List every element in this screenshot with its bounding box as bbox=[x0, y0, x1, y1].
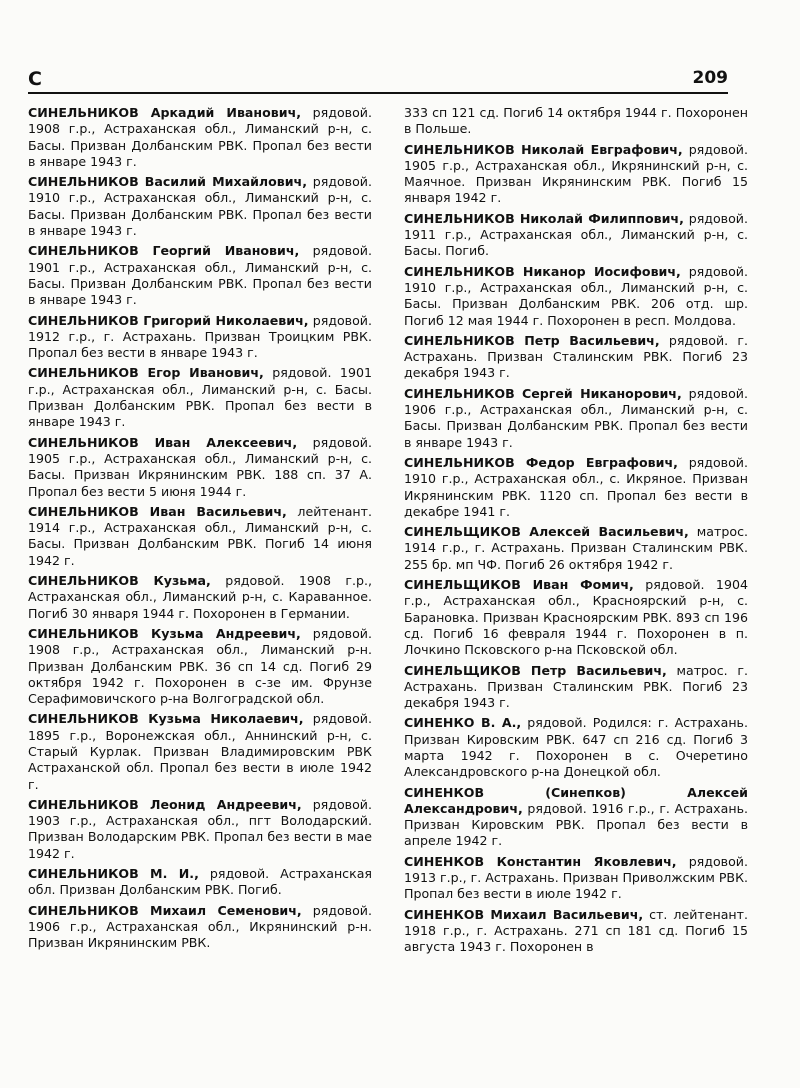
entry-name: СИНЕЛЬНИКОВ Егор Иванович, bbox=[28, 365, 264, 381]
entry-name: СИНЕЛЬНИКОВ Леонид Андреевич, bbox=[28, 796, 302, 812]
entry-name: СИНЕЛЬНИКОВ Кузьма Николаевич, bbox=[28, 711, 304, 727]
entry bbox=[28, 435, 372, 500]
right-column bbox=[404, 105, 748, 960]
entry-name: СИНЕЛЬНИКОВ Сергей Никанорович, bbox=[404, 385, 682, 401]
entry bbox=[404, 854, 748, 903]
entry bbox=[404, 264, 748, 329]
entry-text: рядовой. 1913 г.р., г. Астрахань. Призван Приволжским РВК. Пропал без вести в июле 1942 г. bbox=[404, 853, 749, 902]
entry-text: рядовой. г. Астрахань. Призван Сталинским РВК. Погиб 23 декабря 1943 г. bbox=[404, 332, 748, 381]
entry bbox=[28, 313, 372, 362]
header-rule bbox=[28, 92, 728, 94]
entry-text: рядовой. 1901 г.р., Астраханская обл., Лиманский р-н, с. Басы. Призван Долбанским РВК. Пропал без вести в январе 1943 г. bbox=[28, 365, 372, 430]
page-header bbox=[28, 68, 728, 94]
entry bbox=[404, 455, 748, 520]
entry bbox=[28, 365, 372, 430]
entry-name: СИНЕНКО В. А., bbox=[404, 715, 522, 731]
entry-name: СИНЕНКОВ (Синепков) Алексей Александрович, bbox=[404, 784, 748, 816]
entry bbox=[404, 211, 748, 260]
entry bbox=[28, 174, 372, 239]
entry bbox=[28, 243, 372, 308]
entry bbox=[404, 105, 748, 138]
entry-text: матрос. 1914 г.р., г. Астрахань. Призван Сталинским РВК. 255 бр. мп ЧФ. Погиб 26 октября 1942 г. bbox=[404, 524, 748, 572]
entry bbox=[404, 907, 748, 956]
entry-text: рядовой. 1908 г.р., Астраханская обл., Лиманский р-н, с. Басы. Призван Долбанским РВК. Пропал без вести в январе 1943 г. bbox=[28, 105, 372, 169]
section-letter: С bbox=[28, 68, 42, 90]
left-column bbox=[28, 105, 372, 956]
entry-name: СИНЕЛЬНИКОВ Петр Васильевич, bbox=[404, 332, 660, 348]
entry-name: СИНЕЛЬНИКОВ Кузьма, bbox=[28, 573, 211, 589]
entry-name: СИНЕНКОВ Михаил Васильевич, bbox=[404, 906, 644, 922]
entry-name: СИНЕЛЬНИКОВ Иван Алексеевич, bbox=[28, 434, 298, 450]
entry-text: матрос. г. Астрахань. Призван Сталинским РВК. Погиб 23 декабря 1943 г. bbox=[404, 662, 749, 711]
entry bbox=[404, 663, 748, 712]
entry-name: СИНЕЛЬНИКОВ Николай Евграфович, bbox=[404, 141, 683, 157]
entry-name: СИНЕЛЬЩИКОВ Петр Васильевич, bbox=[404, 662, 667, 678]
entry bbox=[404, 386, 748, 451]
entry bbox=[28, 866, 372, 899]
entry bbox=[28, 903, 372, 952]
entry bbox=[28, 797, 372, 862]
entry-name: СИНЕЛЬНИКОВ Иван Васильевич, bbox=[28, 503, 287, 519]
entry-text: рядовой. 1904 г.р., Астраханская обл., Красноярский р-н, с. Барановка. Призван Красноярским РВК. 893 сп 196 сд. Погиб 16 февраля 1944 г. Похоронен в п. Лочкино Псковского р-на Псковской обл. bbox=[404, 577, 748, 658]
entry-name: СИНЕЛЬНИКОВ Василий Михайлович, bbox=[28, 174, 307, 190]
entry bbox=[404, 142, 748, 207]
entry-text: рядовой. 1906 г.р., Астраханская обл., Лиманский р-н, с. Басы. Призван Долбанским РВК. Пропал без вести в январе 1943 г. bbox=[404, 385, 748, 450]
entry-name: СИНЕЛЬНИКОВ Аркадий Иванович, bbox=[28, 105, 301, 120]
entry-name: СИНЕЛЬНИКОВ Кузьма Андреевич, bbox=[28, 625, 301, 641]
entry-text: рядовой. 1906 г.р., Астраханская обл., Икрянинский р-н. Призван Икрянинским РВК. bbox=[28, 902, 372, 951]
entry-text: рядовой. 1895 г.р., Воронежская обл., Аннинский р-н, с. Старый Курлак. Призван Владимировским РВК Астраханской обл. Пропал без вести в июле 1942 г. bbox=[28, 711, 372, 792]
entry-text: 333 сп 121 сд. Погиб 14 октября 1944 г. Похоронен в Польше. bbox=[404, 105, 748, 137]
entry-name: СИНЕЛЬЩИКОВ Алексей Васильевич, bbox=[404, 524, 689, 540]
entry-text: рядовой. 1905 г.р., Астраханская обл., Икрянинский р-н, с. Маячное. Призван Икрянинским РВК. Погиб 15 января 1942 г. bbox=[404, 141, 748, 206]
entry-text: рядовой. 1910 г.р., Астраханская обл., с. Икряное. Призван Икрянинским РВК. 1120 сп. Пропал без вести в декабре 1941 г. bbox=[404, 454, 748, 519]
entry-text: рядовой. 1901 г.р., Астраханская обл., Лиманский р-н, с. Басы. Призван Долбанским РВК. Пропал без вести в январе 1943 г. bbox=[28, 243, 372, 308]
entry-text: рядовой. 1910 г.р., Астраханская обл., Лиманский р-н, с. Басы. Призван Долбанским РВК. 206 отд. шр. Погиб 12 мая 1944 г. Похоронен в респ. Молдова. bbox=[404, 263, 748, 328]
entry-name: СИНЕЛЬНИКОВ М. И., bbox=[28, 866, 199, 882]
entry-text: рядовой. 1905 г.р., Астраханская обл., Лиманский р-н, с. Басы. Призван Икрянинским РВК. 188 сп. 37 А. Пропал без вести 5 июня 1944 г. bbox=[28, 434, 372, 499]
entry-name: СИНЕЛЬНИКОВ Федор Евграфович, bbox=[404, 454, 678, 470]
entry bbox=[404, 715, 748, 780]
entry-text: рядовой. Астраханская обл. Призван Долбанским РВК. Погиб. bbox=[28, 866, 373, 898]
entry-text: рядовой. 1908 г.р., Астраханская обл., Лиманский р-н. Призван Долбанским РВК. 36 сп 14 сд. Погиб 29 октября 1942 г. Похоронен в с-зе им. Фрунзе Серафимовичского р-на Волгоградской обл. bbox=[28, 625, 372, 707]
entry-text: рядовой. 1903 г.р., Астраханская обл., пгт Володарский. Призван Володарским РВК. Пропал без вести в мае 1942 г. bbox=[28, 796, 372, 861]
entry-text: рядовой. 1908 г.р., Астраханская обл., Лиманский р-н, с. Караванное. Погиб 30 января 1944 г. Похоронен в Германии. bbox=[28, 573, 372, 621]
entry bbox=[28, 626, 372, 707]
entry bbox=[28, 711, 372, 792]
entry-text: рядовой. Родился: г. Астрахань. Призван Кировским РВК. 647 сп 216 сд. Погиб 3 марта 1942 г. Похоронен в с. Очеретино Александровского р-на Донецкой обл. bbox=[404, 715, 748, 780]
entry-name: СИНЕЛЬЩИКОВ Иван Фомич, bbox=[404, 577, 634, 593]
entry-text: рядовой. 1910 г.р., Астраханская обл., Лиманский р-н, с. Басы. Призван Долбанским РВК. Пропал без вести в январе 1943 г. bbox=[28, 174, 372, 239]
entry-text: лейтенант. 1914 г.р., Астраханская обл., Лиманский р-н, с. Басы. Призван Долбанским РВК. Погиб 14 июня 1942 г. bbox=[28, 503, 372, 568]
entry-name: СИНЕЛЬНИКОВ Григорий Николаевич, bbox=[28, 312, 309, 328]
entry bbox=[404, 333, 748, 382]
page-number: 209 bbox=[692, 68, 728, 88]
entry-text: рядовой. 1916 г.р., г. Астрахань. Призван Кировским РВК. Пропал без вести в апреле 1942 г. bbox=[404, 800, 748, 849]
entry-text: ст. лейтенант. 1918 г.р., г. Астрахань. 271 сп 181 сд. Погиб 15 августа 1943 г. Похоронен в bbox=[404, 906, 748, 955]
entry-name: СИНЕНКОВ Константин Яковлевич, bbox=[404, 853, 677, 869]
entry bbox=[28, 573, 372, 622]
entry bbox=[404, 785, 748, 850]
entry bbox=[404, 577, 748, 658]
entry-name: СИНЕЛЬНИКОВ Николай Филиппович, bbox=[404, 210, 684, 226]
entry-text: рядовой. 1912 г.р., г. Астрахань. Призван Троицким РВК. Пропал без вести в январе 1943 г. bbox=[28, 312, 372, 361]
entry-name: СИНЕЛЬНИКОВ Никанор Иосифович, bbox=[404, 263, 681, 279]
entry bbox=[404, 524, 748, 573]
entry bbox=[28, 105, 372, 170]
entry-text: рядовой. 1911 г.р., Астраханская обл., Лиманский р-н, с. Басы. Погиб. bbox=[404, 210, 748, 259]
entry-name: СИНЕЛЬНИКОВ Михаил Семенович, bbox=[28, 902, 302, 918]
entry-name: СИНЕЛЬНИКОВ Георгий Иванович, bbox=[28, 243, 300, 259]
entry bbox=[28, 504, 372, 569]
